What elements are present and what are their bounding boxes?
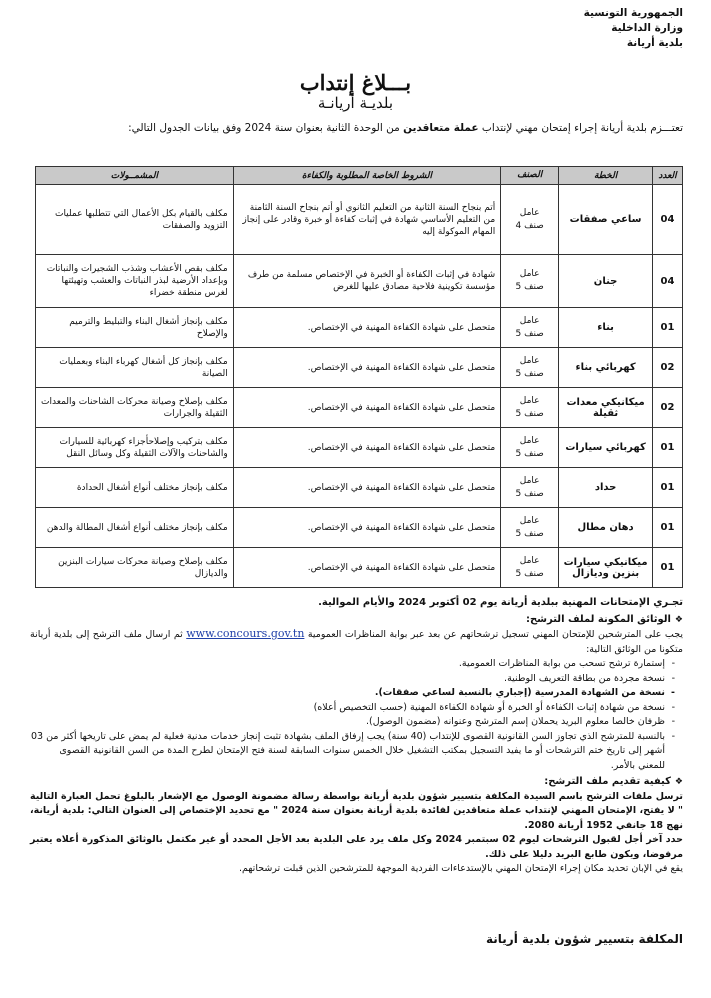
- submission-section-title: ❖كيفية تقديم ملف الترشح:: [30, 775, 683, 790]
- submission-paragraph-3: يقع في الإبان تحديد مكان إجراء الإمتحان المهني بالإستدعاءات الفردية الموجهة للمترشحين الذين قبلت ترشحاتهم.: [238, 863, 683, 874]
- table-row: 01 دهان مطال عامل صنف 5 متحصل على شهادة الكفاءة المهنية في الإختصاص. مكلف بإنجاز مختلف أنواع أشغال المطالة والدهن: [36, 508, 683, 548]
- col-header-tasks: المشمــولات: [36, 167, 234, 185]
- col-header-class: الصنف: [501, 167, 559, 185]
- diamond-bullet-icon: ❖: [674, 614, 683, 625]
- table-row: 01 ميكانيكي سيارات بنزين وديازال عامل صنف 5 متحصل على شهادة الكفاءة المهنية في الإختصاص. مكلف بإصلاح وصيانة محركات سيارات البنزين والديازال: [36, 548, 683, 588]
- signature-line: المكلفة بتسيير شؤون بلدية أريانة: [485, 932, 683, 946]
- table-row: 01 حداد عامل صنف 5 متحصل على شهادة الكفاءة المهنية في الإختصاص. مكلف بإنجاز مختلف أنواع أشغال الحدادة: [36, 468, 683, 508]
- table-row: 01 كهربائي سيارات عامل صنف 5 متحصل على شهادة الكفاءة المهنية في الإختصاص. مكلف بتركيب وإصلاحأجزاء كهربائية للسيارات والشاحنات والآلات الثقيلة وكل وسائل النقل: [36, 428, 683, 468]
- ministry-name: وزارة الداخلية: [611, 22, 683, 34]
- letterhead: [533, 6, 683, 51]
- col-header-plan: الخطة: [559, 167, 653, 185]
- intro-paragraph: تعتـــزم بلدية أريانة إجراء إمتحان مهني لإنتداب عملة متعاقدين من الوحدة الثانية بعنوان سنة 2024 وفق بيانات الجدول التالي:: [128, 122, 683, 134]
- table-row: 02 كهربائي بناء عامل صنف 5 متحصل على شهادة الكفاءة المهنية في الإختصاص. مكلف بإنجاز كل أشغال كهرباء البناء وبعمليات الصيانة: [36, 348, 683, 388]
- municipality-name: بلدية أريانة: [626, 37, 683, 49]
- list-item: - بالنسبة للمترشح الذي تجاوز السن القانونية القصوى للإنتداب (40 سنة) يجب إرفاق الملف بشهادة تثبت إنجاز خدمات مدنية فعلية لم يمض على تاريخها أكثر من 03 أشهر إلى تاريخ ختم الترشحات أو ما يفيد التسجيل بمكتب التشغيل خلال الخمس سنوات السابقة لسنة فتح الإمتحان لطرح المدة من السن القانونية القصوى للمعني بالأمر.: [30, 730, 665, 774]
- list-item: - ظرفان خالصا معلوم البريد يحملان إسم المترشح وعنوانه (مضمون الوصول).: [30, 715, 665, 730]
- list-item: - نسخة مجردة من بطاقة التعريف الوطنية.: [30, 672, 665, 687]
- col-header-number: العدد: [653, 167, 683, 185]
- list-item: - نسخة من الشهادة المدرسية (إجباري بالنسبة لساعي صفقات).: [30, 686, 665, 701]
- documents-section-title: ❖الوثائق المكونة لملف الترشح:: [30, 613, 683, 628]
- table-row: 04 ساعي صفقات عامل صنف 4 أتم بنجاح السنة الثانية من التعليم الثانوي أو أتم بنجاح السنة الثامنة من التعليم الأساسي شهادة في إثبات كفاءة أو خبرة وقادر على إنجاز المهام الموكولة إليه مكلف بالقيام بكل الأعمال التي تتطلبها عمليات التزويد والصفقات: [36, 185, 683, 255]
- republic-name: الجمهورية التونسية: [583, 7, 683, 19]
- exam-date-line: تجـري الإمتحانات المهنية ببلدية أريانة يوم 02 أكتوبر 2024 والأيام الموالية.: [318, 597, 683, 608]
- page-title: بـــلاغ إنتداب: [299, 70, 412, 95]
- col-header-conditions: الشروط الخاصة المطلوبة والكفاءة: [233, 167, 501, 185]
- list-item: - نسخة من شهادة إثبات الكفاءة أو الخبرة أو شهادة الكفاءة المهنية (حسب التخصيص أعلاه): [30, 701, 665, 716]
- diamond-bullet-icon: ❖: [674, 777, 683, 787]
- table-row: 04 جنان عامل صنف 5 شهادة في إثبات الكفاءة أو الخبرة في الإختصاص مسلمة من طرف مؤسسة تكوينية فلاحية مصادق عليها للغرض مكلف بقص الأعشاب وشذب الشجيرات والنباتات وبإعداد الأرضية لبذر النباتات والعشب وتهيئتها لغرس منطقة خضراء: [36, 255, 683, 308]
- table-row: 01 بناء عامل صنف 5 متحصل على شهادة الكفاءة المهنية في الإختصاص. مكلف بإنجاز أشغال البناء والتبليط والترميم والإصلاح: [36, 308, 683, 348]
- recruitment-table: [35, 166, 683, 588]
- body-text: [30, 596, 683, 877]
- table-row: 02 ميكانيكي معدات ثقيلة عامل صنف 5 متحصل على شهادة الكفاءة المهنية في الإختصاص. مكلف بإصلاح وصيانة محركات الشاحنات والمعدات الثقيلة والجرارات: [36, 388, 683, 428]
- concours-link[interactable]: www.concours.gov.tn: [186, 627, 305, 640]
- documents-list: [30, 657, 683, 773]
- submission-paragraph-2: حدد آخر أجل لقبول الترشحات ليوم 02 سبتمبر 2024 وكل ملف يرد على البلدية بعد الأجل المحدد أو غير مكتمل بالوثائق المذكورة أعلاه يعتبر مرفوضا، ويكون طابع البريد دليلا على ذلك.: [30, 834, 683, 860]
- table-header-row: [36, 167, 683, 185]
- list-item: - إستمارة ترشح تسحب من بوابة المناظرات العمومية.: [30, 657, 665, 672]
- documents-paragraph: يجب على المترشحين للإمتحان المهني تسجيل ترشحاتهم عن بعد عبر بوابة المناظرات العمومية www.concours.gov.tn ثم ارسال ملف الترشح إلى بلدية أريانة متكونا من الوثائق التالية:: [30, 627, 683, 655]
- page-subtitle: بلديـة أريانـة: [317, 94, 394, 112]
- submission-paragraph-1: ترسل ملفات الترشح باسم السيدة المكلفة بتسيير شؤون بلدية أريانة بواسطة رسالة مضمونة الوصول مع الإشعار بالبلوغ تحمل العبارة التالية " لا يفتح، الإمتحان المهني لإنتداب عملة متعاقدين لفائدة بلدية أريانة بعنوان سنة 2024 " مع تحديد الإختصاص إلى العنوان التالي: بلدية أريانة، نهج 18 جانفي 1952 أريانة 2080.: [30, 790, 683, 831]
